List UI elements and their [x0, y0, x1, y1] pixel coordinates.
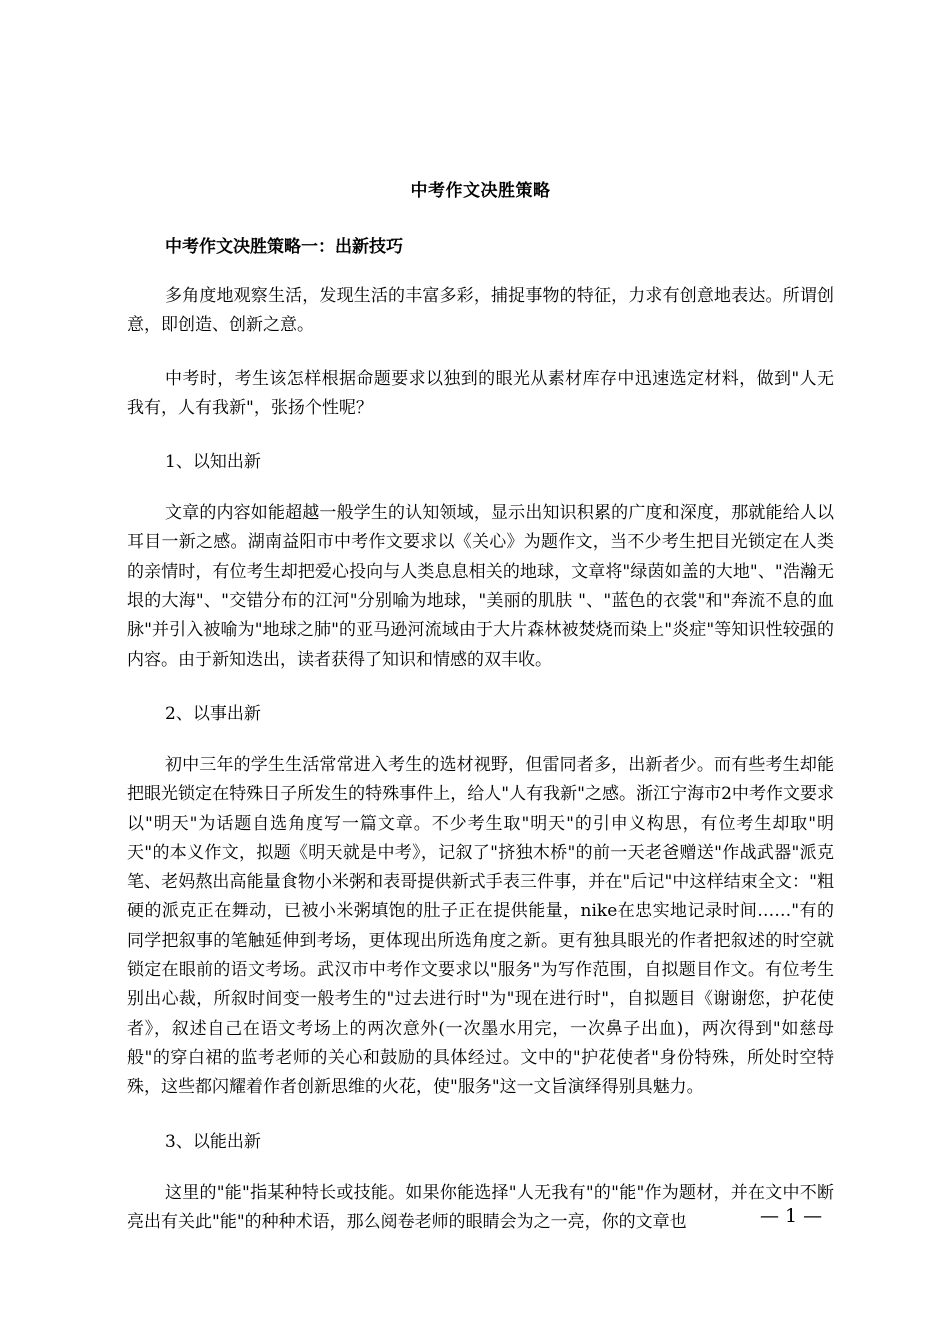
intro-paragraph-2: 中考时，考生该怎样根据命题要求以独到的眼光从素材库存中迅速选定材料，做到"人无我有，人有我新"，张扬个性呢？: [127, 368, 834, 418]
document-content: [127, 176, 834, 1261]
item-heading-2: 2、以事出新: [165, 703, 261, 724]
item-heading-1: 1、以知出新: [165, 452, 261, 473]
item-heading-3: 3、以能出新: [165, 1131, 261, 1152]
item-body-1: 文章的内容如能超越一般学生的认知领域，显示出知识积累的广度和深度，那就能给人以耳目一新之感。湖南益阳市中考作文要求以《关心》为题作文，当不少考生把目光锁定在人类的亲情时，有位考生却把爱心投向与人类息息相关的地球，文章将"绿茵如盖的大地"、"浩瀚无垠的大海"、"交错分布的江河"分别喻为地球，"美丽的肌肤 "、"蓝色的衣裳"和"奔流不息的血脉"并引入被喻为"地球之肺"的亚马逊河流域由于大片森林被焚烧而染上"炎症"等知识性较强的内容。由于新知迭出，读者获得了知识和情感的双丰收。: [127, 503, 834, 670]
item-body-2: 初中三年的学生生活常常进入考生的选材视野，但雷同者多，出新者少。而有些考生却能把眼光锁定在特殊日子所发生的特殊事件上，给人"人有我新"之感。浙江宁海市2中考作文要求以"明天"为话题自选角度写一篇文章。不少考生取"明天"的引申义构思，有位考生却取"明天"的本义作文，拟题《明天就是中考》，记叙了"挤独木桥"的前一天老爸赠送"作战武器"派克笔、老妈熬出高能量食物小米粥和表哥提供新式手表三件事，并在"后记"中这样结束全文："粗硬的派克正在舞动，已被小米粥填饱的肚子正在提供能量，nike在忠实地记录时间……"有的同学把叙事的笔触延伸到考场，更体现出所选角度之新。更有独具眼光的作者把叙述的时空就锁定在眼前的语文考场。武汉市中考作文要求以"服务"为写作范围，自拟题目作文。有位考生别出心裁，所叙时间变一般考生的"过去进行时"为"现在进行时"，自拟题目《谢谢您，护花使者》，叙述自己在语文考场上的两次意外(一次墨水用完，一次鼻子出血)，两次得到"如慈母般"的穿白裙的监考老师的关心和鼓励的具体经过。文中的"护花使者"身份特殊，所处时空特殊，这些都闪耀着作者创新思维的火花，使"服务"这一文旨演绎得别具魅力。: [127, 754, 834, 1098]
section-heading: 中考作文决胜策略一：出新技巧: [165, 237, 403, 257]
document-title: 中考作文决胜策略: [410, 181, 551, 201]
item-body-3: 这里的"能"指某种特长或技能。如果你能选择"人无我有"的"能"作为题材，并在文中不断亮出有关此"能"的种种术语，那么阅卷老师的眼睛会为之一亮，你的文章也: [127, 1182, 834, 1232]
page-number: — 1 —: [760, 1205, 823, 1227]
intro-paragraph-1: 多角度地观察生活，发现生活的丰富多彩，捕捉事物的特征，力求有创意地表达。所谓创意，即创造、创新之意。: [127, 286, 834, 336]
